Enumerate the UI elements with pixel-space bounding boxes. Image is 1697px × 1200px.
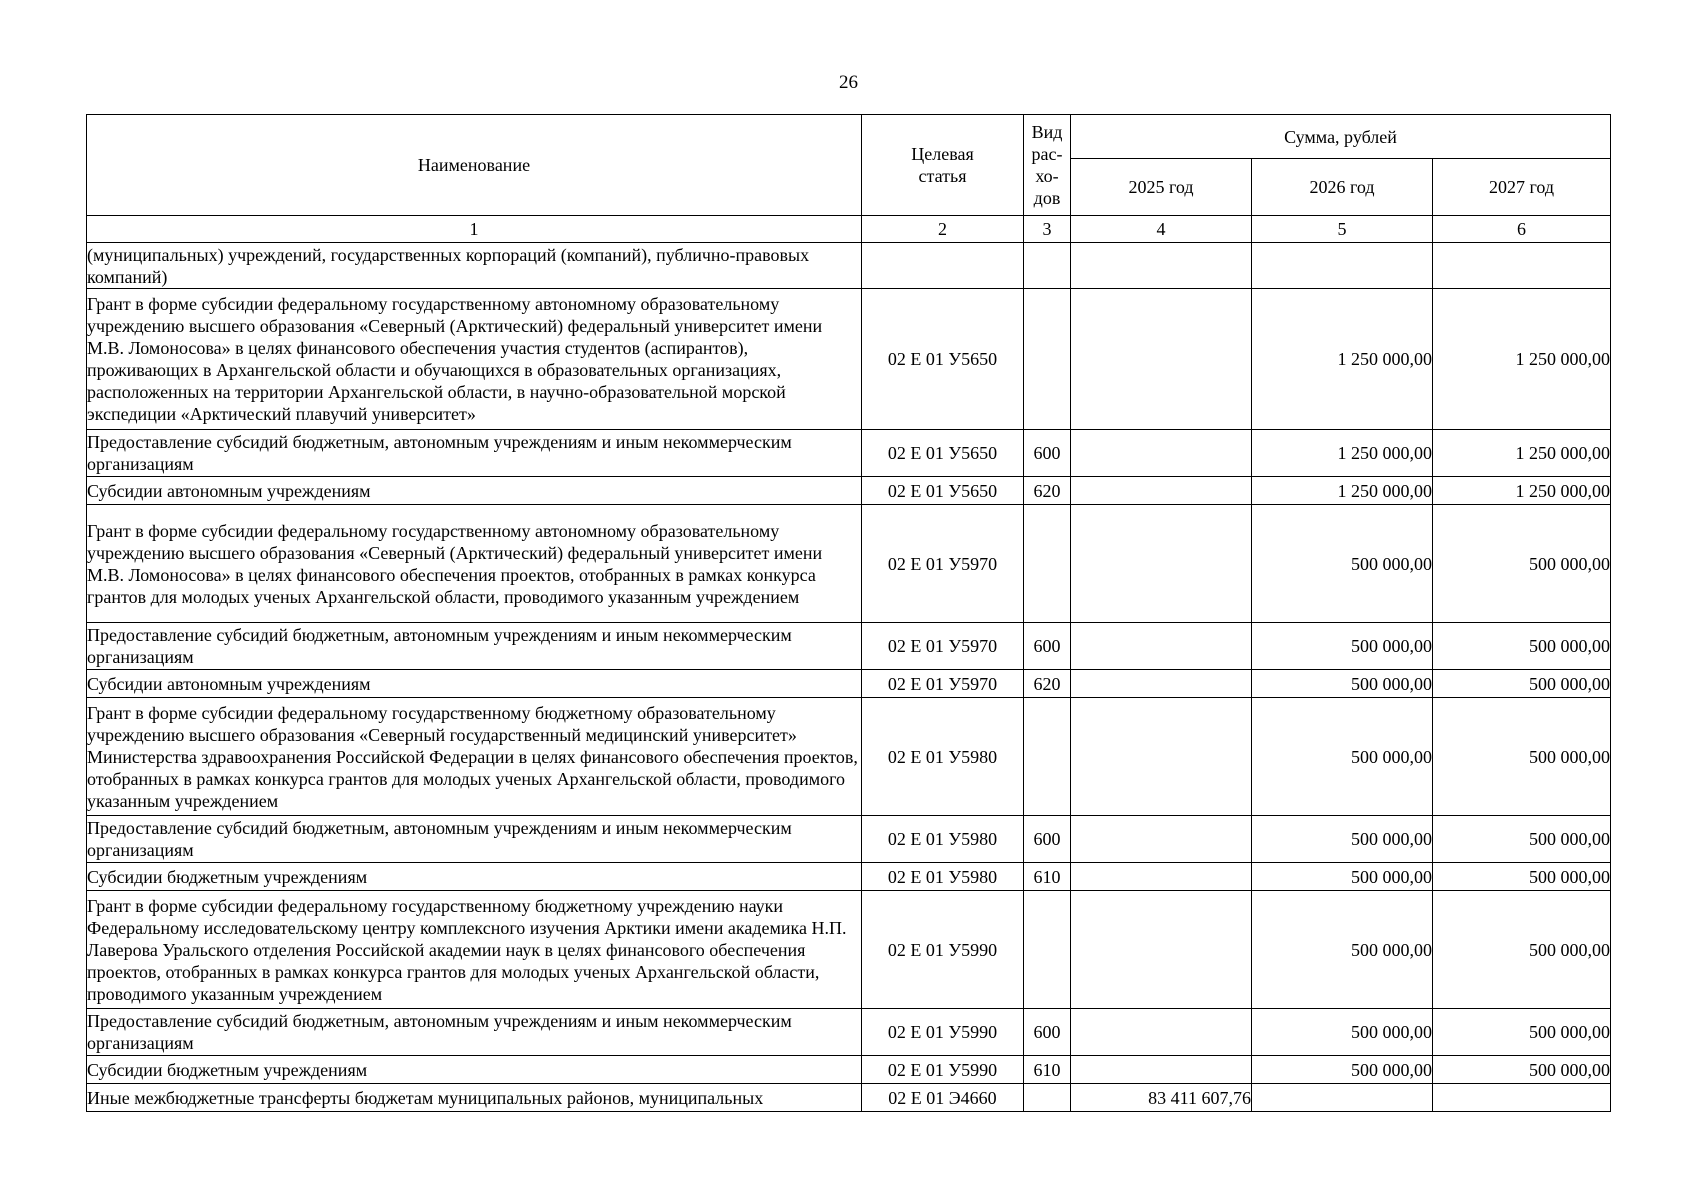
row-name: (муниципальных) учреждений, государственных корпораций (компаний), публично-правовых компаний) [87, 243, 862, 289]
page-number: 26 [839, 72, 858, 93]
table-row [87, 243, 1611, 289]
row-name: Грант в форме субсидии федеральному государственному бюджетному образовательному учреждению высшего образования «Северный государственный медицинский университет» Министерства здравоохранения Российской Федерации в целях финансового обеспечения проектов, отобранных в рамках конкурса грантов для молодых ученых Архангельской области, проводимого указанным учреждением [87, 698, 862, 816]
row-sum-2027: 500 000,00 [1433, 505, 1611, 623]
row-expense-type [1024, 891, 1071, 1009]
row-sum-2026: 500 000,00 [1252, 863, 1433, 891]
row-sum-2026 [1252, 1084, 1433, 1112]
row-expense-type: 620 [1024, 670, 1071, 698]
header-target-article [862, 115, 1024, 216]
row-sum-2027 [1433, 1084, 1611, 1112]
header-expense-type-line: дов [1033, 188, 1061, 208]
row-expense-type: 600 [1024, 623, 1071, 670]
row-sum-2026: 1 250 000,00 [1252, 289, 1433, 430]
table-row [87, 816, 1611, 863]
row-name: Грант в форме субсидии федеральному государственному автономному образовательному учреждению высшего образования «Северный (Арктический) федеральный университет имени М.В. Ломоносова» в целях финансового обеспечения участия студентов (аспирантов), проживающих в Архангельской области и обучающихся в образовательных организациях, расположенных на территории Архангельской области, в научно-образовательной морской экспедиции «Арктический плавучий университет» [87, 289, 862, 430]
row-name: Грант в форме субсидии федеральному государственному автономному образовательному учреждению высшего образования «Северный (Арктический) федеральный университет имени М.В. Ломоносова» в целях финансового обеспечения проектов, отобранных в рамках конкурса грантов для молодых ученых Архангельской области, проводимого указанным учреждением [87, 505, 862, 623]
row-sum-2027: 500 000,00 [1433, 1056, 1611, 1084]
row-sum-2026: 500 000,00 [1252, 698, 1433, 816]
row-sum-2025: 83 411 607,76 [1071, 1084, 1252, 1112]
row-expense-type [1024, 1084, 1071, 1112]
row-sum-2027: 500 000,00 [1433, 1009, 1611, 1056]
row-sum-2025 [1071, 477, 1252, 505]
row-sum-2025 [1071, 670, 1252, 698]
row-name: Субсидии автономным учреждениям [87, 670, 862, 698]
row-target-article [862, 243, 1024, 289]
header-year-2025: 2025 год [1071, 159, 1252, 216]
row-name: Иные межбюджетные трансферты бюджетам муниципальных районов, муниципальных [87, 1084, 862, 1112]
row-target-article: 02 Е 01 У5980 [862, 816, 1024, 863]
table-row [87, 698, 1611, 816]
row-name: Предоставление субсидий бюджетным, автономным учреждениям и иным некоммерческим организациям [87, 816, 862, 863]
header-year-2027: 2027 год [1433, 159, 1611, 216]
row-sum-2025 [1071, 1009, 1252, 1056]
row-target-article: 02 Е 01 У5970 [862, 623, 1024, 670]
header-target-article-text: Целевая статья [911, 144, 974, 186]
table-row [87, 477, 1611, 505]
row-target-article: 02 Е 01 У5650 [862, 289, 1024, 430]
row-expense-type [1024, 505, 1071, 623]
row-sum-2025 [1071, 698, 1252, 816]
row-sum-2025 [1071, 891, 1252, 1009]
row-sum-2026: 500 000,00 [1252, 1056, 1433, 1084]
row-name: Субсидии бюджетным учреждениям [87, 863, 862, 891]
row-target-article: 02 Е 01 У5980 [862, 863, 1024, 891]
table-row [87, 1056, 1611, 1084]
table-row [87, 289, 1611, 430]
column-number: 2 [862, 216, 1024, 243]
table-row [87, 670, 1611, 698]
budget-table [86, 114, 1611, 1112]
row-name: Предоставление субсидий бюджетным, автономным учреждениям и иным некоммерческим организациям [87, 623, 862, 670]
row-sum-2026: 500 000,00 [1252, 891, 1433, 1009]
row-name: Субсидии автономным учреждениям [87, 477, 862, 505]
column-number: 1 [87, 216, 862, 243]
row-sum-2026: 500 000,00 [1252, 623, 1433, 670]
row-sum-2027 [1433, 243, 1611, 289]
table-row [87, 505, 1611, 623]
column-number-row [87, 216, 1611, 243]
row-sum-2026 [1252, 243, 1433, 289]
row-sum-2025 [1071, 430, 1252, 477]
table-row [87, 891, 1611, 1009]
row-name: Субсидии бюджетным учреждениям [87, 1056, 862, 1084]
table-body [87, 243, 1611, 1112]
row-name: Предоставление субсидий бюджетным, автономным учреждениям и иным некоммерческим организациям [87, 430, 862, 477]
row-sum-2027: 500 000,00 [1433, 670, 1611, 698]
row-sum-2027: 1 250 000,00 [1433, 289, 1611, 430]
row-sum-2026: 500 000,00 [1252, 505, 1433, 623]
row-expense-type: 600 [1024, 816, 1071, 863]
table-row [87, 863, 1611, 891]
column-number: 3 [1024, 216, 1071, 243]
row-target-article: 02 Е 01 Э4660 [862, 1084, 1024, 1112]
table-row [87, 1009, 1611, 1056]
row-sum-2025 [1071, 623, 1252, 670]
row-sum-2026: 1 250 000,00 [1252, 477, 1433, 505]
row-sum-2025 [1071, 816, 1252, 863]
row-expense-type [1024, 289, 1071, 430]
row-target-article: 02 Е 01 У5650 [862, 477, 1024, 505]
row-sum-2025 [1071, 863, 1252, 891]
row-target-article: 02 Е 01 У5990 [862, 1056, 1024, 1084]
header-name: Наименование [87, 115, 862, 216]
header-expense-type-line: рас- [1031, 144, 1063, 164]
row-sum-2027: 1 250 000,00 [1433, 430, 1611, 477]
header-expense-type [1024, 115, 1071, 216]
row-expense-type: 620 [1024, 477, 1071, 505]
header-year-2026: 2026 год [1252, 159, 1433, 216]
row-sum-2026: 500 000,00 [1252, 1009, 1433, 1056]
row-target-article: 02 Е 01 У5990 [862, 891, 1024, 1009]
row-sum-2026: 1 250 000,00 [1252, 430, 1433, 477]
row-sum-2025 [1071, 1056, 1252, 1084]
table-row [87, 1084, 1611, 1112]
row-sum-2027: 500 000,00 [1433, 623, 1611, 670]
row-sum-2025 [1071, 505, 1252, 623]
table-row [87, 430, 1611, 477]
row-expense-type: 610 [1024, 863, 1071, 891]
row-sum-2027: 500 000,00 [1433, 891, 1611, 1009]
row-sum-2027: 500 000,00 [1433, 816, 1611, 863]
row-sum-2026: 500 000,00 [1252, 670, 1433, 698]
row-sum-2025 [1071, 289, 1252, 430]
row-name: Грант в форме субсидии федеральному государственному бюджетному учреждению науки Федеральному исследовательскому центру комплексного изучения Арктики имени академика Н.П. Лаверова Уральского отделения Российской академии наук в целях финансового обеспечения проектов, отобранных в рамках конкурса грантов для молодых ученых Архангельской области, проводимого указанным учреждением [87, 891, 862, 1009]
row-sum-2025 [1071, 243, 1252, 289]
row-sum-2026: 500 000,00 [1252, 816, 1433, 863]
column-number: 6 [1433, 216, 1611, 243]
row-sum-2027: 500 000,00 [1433, 863, 1611, 891]
row-target-article: 02 Е 01 У5970 [862, 670, 1024, 698]
table-row [87, 623, 1611, 670]
header-expense-type-line: Вид [1031, 122, 1063, 142]
row-target-article: 02 Е 01 У5980 [862, 698, 1024, 816]
row-sum-2027: 1 250 000,00 [1433, 477, 1611, 505]
header-sum: Сумма, рублей [1071, 115, 1611, 159]
row-target-article: 02 Е 01 У5970 [862, 505, 1024, 623]
row-expense-type: 600 [1024, 430, 1071, 477]
row-target-article: 02 Е 01 У5990 [862, 1009, 1024, 1056]
row-sum-2027: 500 000,00 [1433, 698, 1611, 816]
row-target-article: 02 Е 01 У5650 [862, 430, 1024, 477]
header-expense-type-line: хо- [1035, 166, 1059, 186]
row-name: Предоставление субсидий бюджетным, автономным учреждениям и иным некоммерческим организациям [87, 1009, 862, 1056]
row-expense-type: 600 [1024, 1009, 1071, 1056]
row-expense-type: 610 [1024, 1056, 1071, 1084]
column-number: 4 [1071, 216, 1252, 243]
row-expense-type [1024, 243, 1071, 289]
row-expense-type [1024, 698, 1071, 816]
column-number: 5 [1252, 216, 1433, 243]
